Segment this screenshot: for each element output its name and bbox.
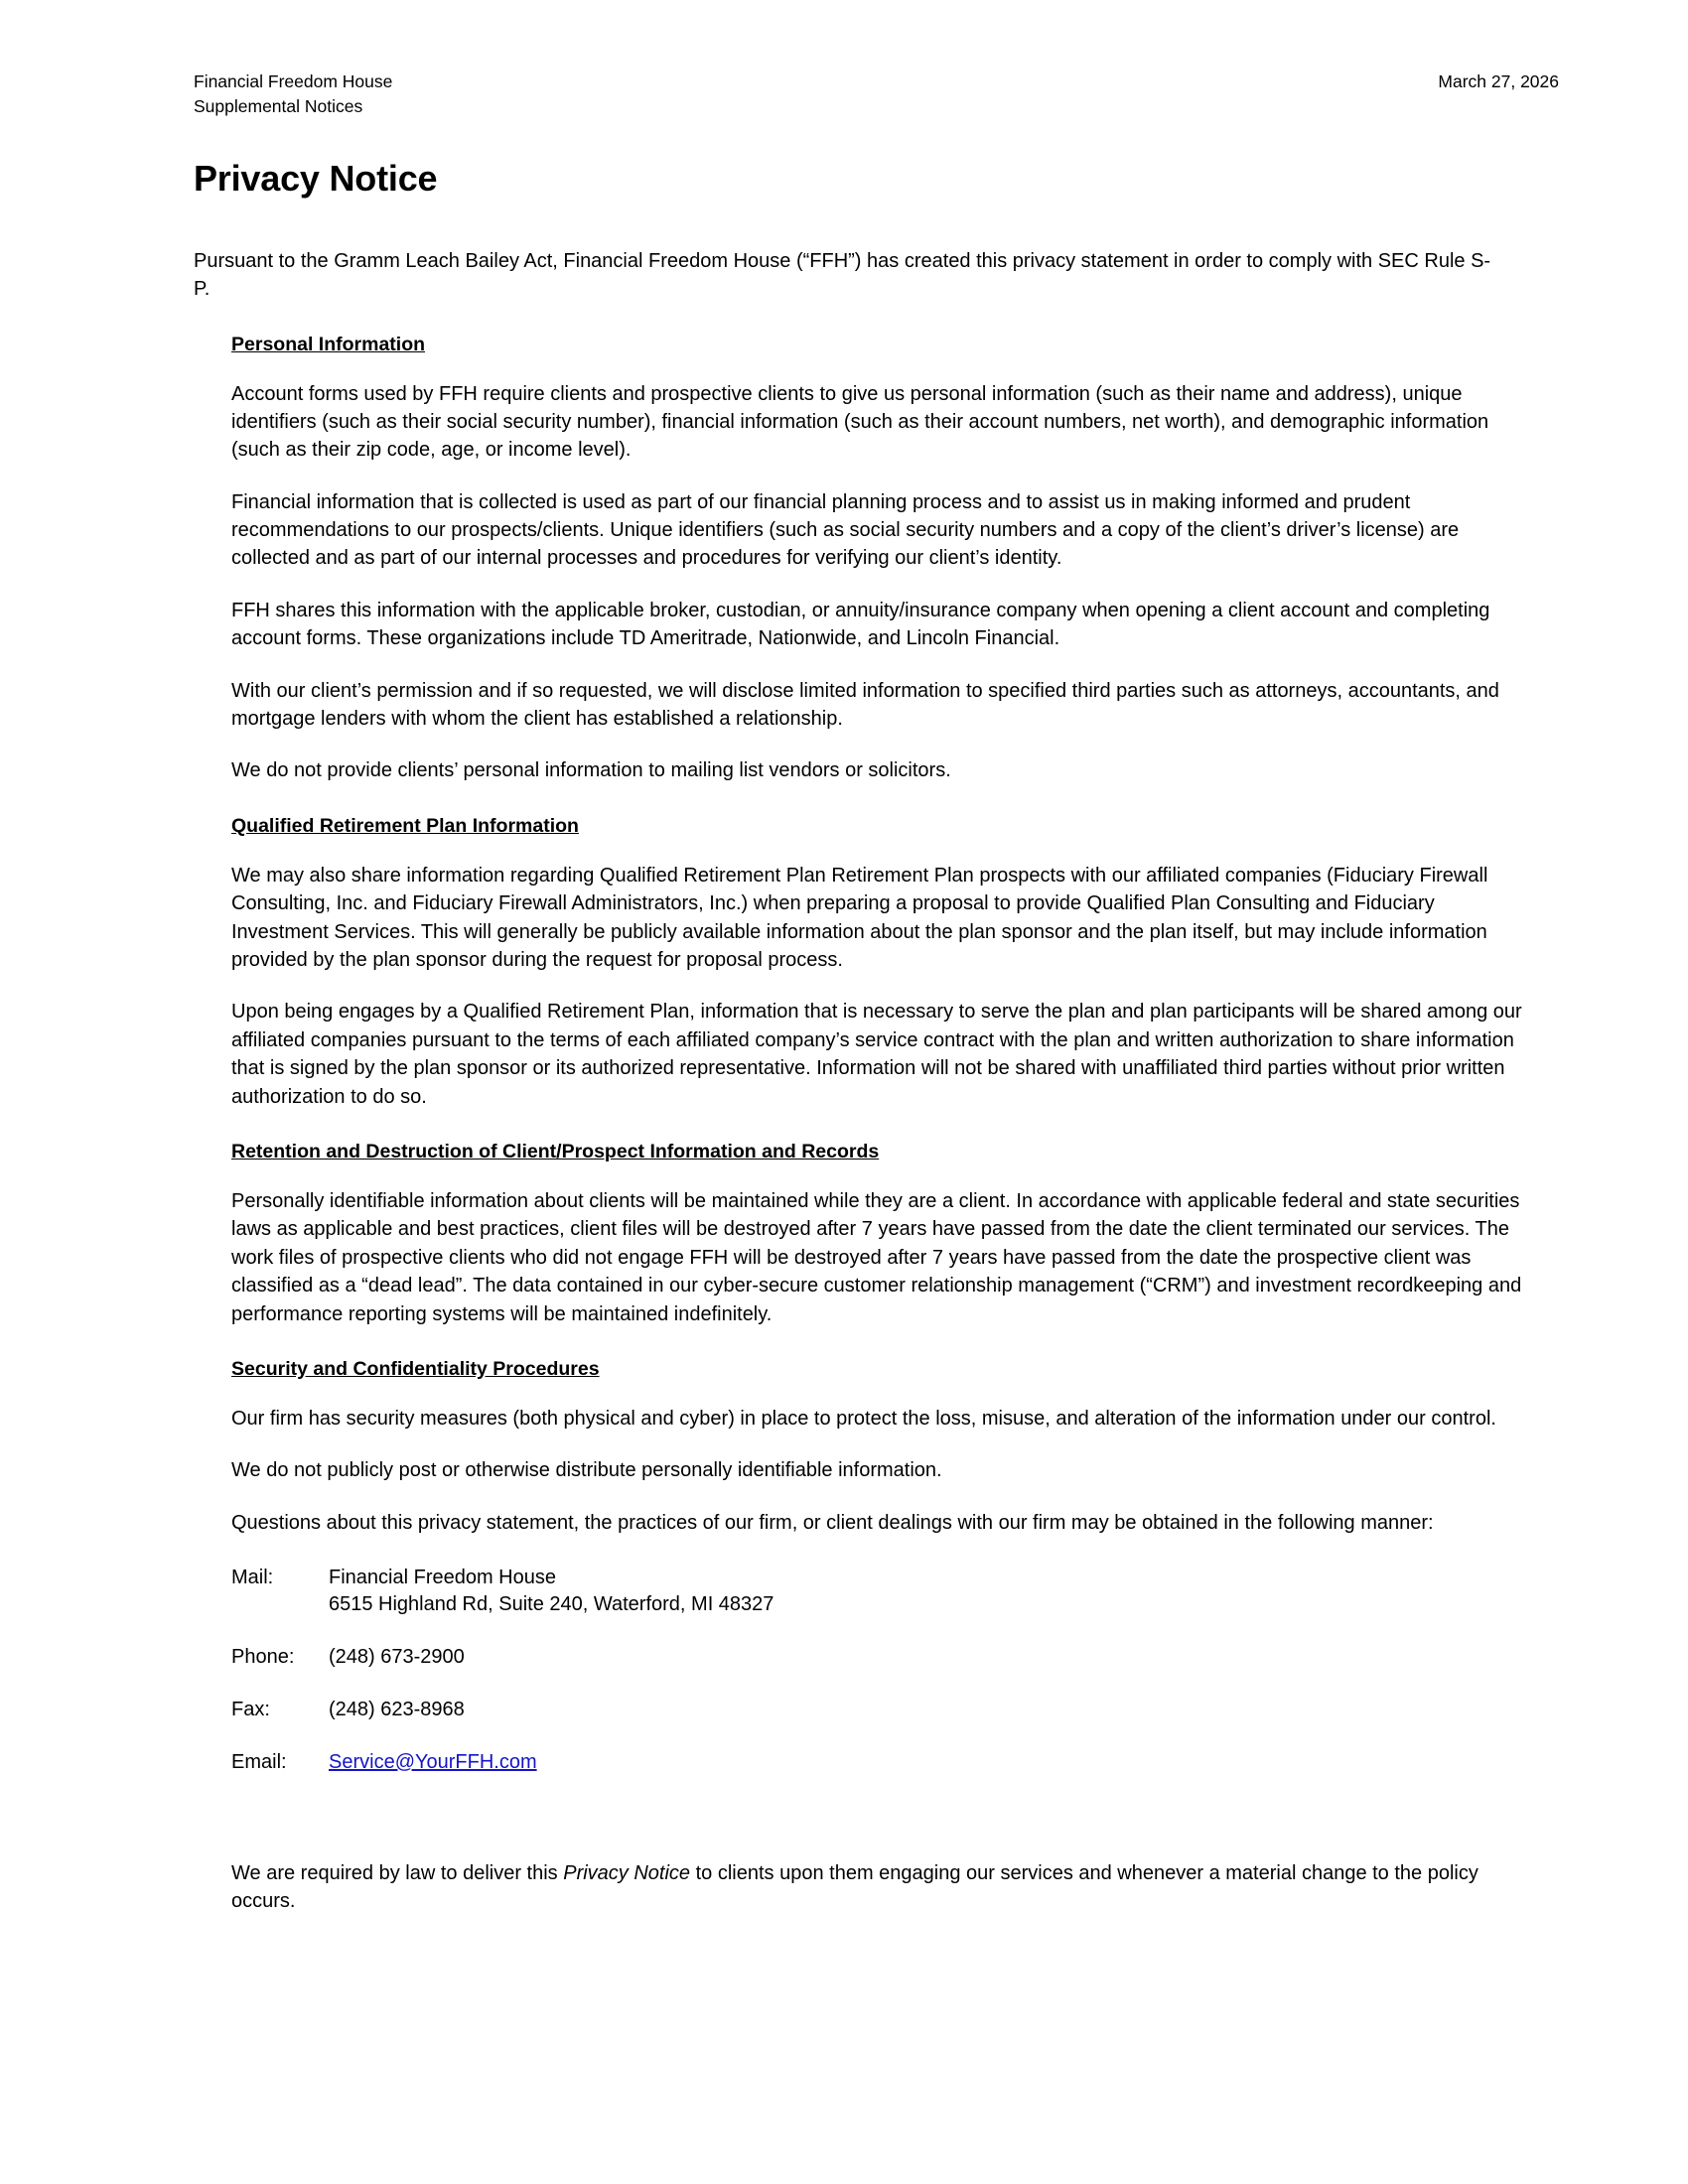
contact-label-phone: Phone: <box>231 1646 295 1669</box>
page-title: Privacy Notice <box>194 157 438 199</box>
company-name: Financial Freedom House <box>194 71 393 91</box>
section-heading: Security and Confidentiality Procedures <box>231 1357 600 1380</box>
document-body <box>194 247 1589 1916</box>
contact-label-email: Email: <box>231 1751 287 1774</box>
contact-value-email <box>329 1749 774 1802</box>
document-subtitle: Supplemental Notices <box>194 96 363 117</box>
contact-mail-line2: 6515 Highland Rd, Suite 240, Waterford, MI 48327 <box>329 1593 774 1616</box>
contact-block <box>231 1509 1529 1916</box>
section-heading: Qualified Retirement Plan Information <box>231 814 579 837</box>
contact-table <box>231 1565 774 1802</box>
closing-paragraph <box>231 1859 1529 1916</box>
section-paragraph: Personally identifiable information about clients will be maintained while they are a client. In accordance with applicable federal and state securities laws as applicable and best practices, client files will be destroyed after 7 years have passed from the date the client terminated our services. The work files of prospective clients who did not engage FFH will be destroyed after 7 years have passed from the date the prospective client was classified as a “dead lead”. The data contained in our cyber-secure customer relationship management (“CRM”) and investment recordkeeping and performance reporting systems will be maintained indefinitely. <box>231 1189 1522 1325</box>
section-retention-and-destruction <box>231 1141 1529 1328</box>
contact-value-phone: (248) 673-2900 <box>329 1646 465 1669</box>
intro-paragraph: Pursuant to the Gramm Leach Bailey Act, Financial Freedom House (“FFH”) has created this privacy statement in order to comply with SEC Rule S-P. <box>194 249 1491 301</box>
table-row <box>231 1565 774 1644</box>
contact-intro: Questions about this privacy statement, the practices of our firm, or client dealings with our firm may be obtained in the following manner: <box>231 1511 1434 1534</box>
section-security-and-confidentiality <box>231 1358 1529 1485</box>
section-paragraph: Account forms used by FFH require clients and prospective clients to give us personal information (such as their name and address), unique identifiers (such as their social security number), financial information (such as their account numbers, net worth), and demographic information (such as their zip code, age, or income level). <box>231 382 1489 462</box>
table-row <box>231 1644 774 1697</box>
section-heading: Personal Information <box>231 333 426 355</box>
closing-text-italic: Privacy Notice <box>563 1862 691 1885</box>
table-row <box>231 1749 774 1802</box>
contact-value-fax: (248) 623-8968 <box>329 1699 465 1721</box>
section-paragraph: We do not provide clients’ personal information to mailing list vendors or solicitors. <box>231 759 951 782</box>
section-heading: Retention and Destruction of Client/Prospect Information and Records <box>231 1140 880 1162</box>
section-paragraph: Our firm has security measures (both physical and cyber) in place to protect the loss, misuse, and alteration of the information under our control. <box>231 1407 1496 1430</box>
contact-mail-line1: Financial Freedom House <box>329 1567 556 1589</box>
section-paragraph: Financial information that is collected is used as part of our financial planning process and to assist us in making informed and prudent recommendations to our prospects/clients. Unique identifiers (such as social security numbers and a copy of the client’s driver’s license) are collected and as part of our internal processes and procedures for verifying our client’s identity. <box>231 490 1460 570</box>
contact-value-mail <box>329 1565 774 1644</box>
closing-text-part2: to clients upon them engaging our services and whenever a material change to the policy occurs. <box>231 1862 1478 1913</box>
section-qualified-retirement-plan-information <box>231 815 1529 1111</box>
document-date: March 27, 2026 <box>1438 71 1559 91</box>
header-left-block <box>194 69 392 120</box>
page-header <box>99 69 1589 120</box>
closing-text-part1: We are required by law to deliver this <box>231 1862 564 1885</box>
table-row <box>231 1697 774 1749</box>
section-paragraph: We do not publicly post or otherwise distribute personally identifiable information. <box>231 1459 942 1482</box>
contact-label-mail: Mail: <box>231 1567 274 1589</box>
contact-label-fax: Fax: <box>231 1699 270 1721</box>
email-link[interactable]: Service@YourFFH.com <box>329 1751 537 1774</box>
section-paragraph: Upon being engages by a Qualified Retirement Plan, information that is necessary to serve the plan and plan participants will be shared among our affiliated companies pursuant to the terms of each affiliated company’s service contract with the plan and written authorization to share information that is signed by the plan sponsor or its authorized representative. Information will not be shared with unaffiliated third parties without prior written authorization to do so. <box>231 1001 1522 1108</box>
section-paragraph: FFH shares this information with the applicable broker, custodian, or annuity/insurance company when opening a client account and completing account forms. These organizations include TD Ameritrade, Nationwide, and Lincoln Financial. <box>231 599 1490 650</box>
section-paragraph: We may also share information regarding Qualified Retirement Plan Retirement Plan prospects with our affiliated companies (Fiduciary Firewall Consulting, Inc. and Fiduciary Firewall Administrators, Inc.) when preparing a proposal to provide Qualified Plan Consulting and Fiduciary Investment Services. This will generally be publicly available information about the plan sponsor and the plan itself, but may include information provided by the plan sponsor during the request for proposal process. <box>231 864 1488 971</box>
section-personal-information <box>231 334 1529 785</box>
section-paragraph: With our client’s permission and if so requested, we will disclose limited information to specified third parties such as attorneys, accountants, and mortgage lenders with whom the client has established a relationship. <box>231 679 1499 731</box>
